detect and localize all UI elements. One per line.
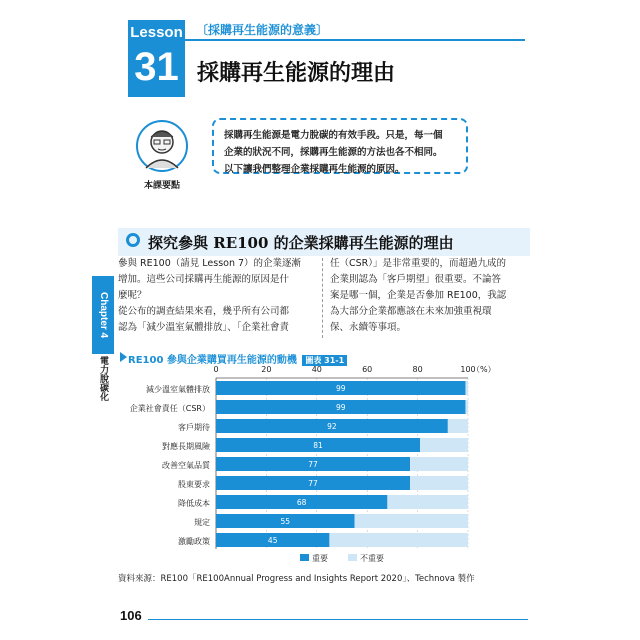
- bubble-line: 以下讓我們整理企業採購再生能源的原因。: [224, 164, 405, 175]
- section-title: 探究參與 RE100 的企業採購再生能源的理由: [148, 234, 454, 252]
- bar-not-important: [355, 514, 468, 528]
- x-tick-label: 60: [362, 365, 373, 374]
- x-tick-label: 40: [311, 365, 322, 374]
- body-line: 麼呢？: [118, 290, 147, 301]
- body-line: 認為「減少溫室氣體排放」、「企業社會責: [118, 322, 290, 333]
- bar-not-important: [410, 457, 468, 471]
- body-line: 案是哪一個，企業是否參加 RE100，我認: [330, 290, 507, 301]
- title-divider: [185, 39, 525, 41]
- chapter-name: 電力脫碳化: [98, 356, 108, 401]
- body-line: 參與 RE100（請見 Lesson 7）的企業逐漸: [118, 258, 302, 269]
- circle-icon: [126, 233, 140, 247]
- chapter-tab-label: Chapter 4: [98, 291, 109, 339]
- bar-value-label: 68: [296, 498, 307, 507]
- legend-swatch: [300, 554, 309, 561]
- category-label: 規定: [194, 518, 210, 527]
- column-divider: [322, 258, 323, 338]
- bar-not-important: [465, 400, 468, 414]
- triangle-marker-icon: [120, 352, 127, 362]
- bar-not-important: [387, 495, 468, 509]
- source-note: 資料來源：RE100「RE100Annual Progress and Insights Report 2020」、Technova 製作: [118, 574, 475, 584]
- bar-value-label: 77: [308, 479, 318, 488]
- category-label: 激勵政策: [178, 537, 210, 546]
- bubble-line: 採購再生能源是電力脫碳的有效手段。只是，每一個: [224, 130, 443, 141]
- legend-swatch: [348, 554, 357, 561]
- bar-value-label: 99: [335, 384, 346, 393]
- category-label: 減少溫室氣體排放: [146, 385, 210, 394]
- page-title: 採購再生能源的理由: [197, 60, 396, 86]
- bar-value-label: 92: [327, 422, 337, 431]
- category-label: 企業社會責任（CSR）: [129, 404, 210, 413]
- bar-value-label: 45: [267, 536, 278, 545]
- x-unit-label: （%）: [472, 365, 496, 374]
- lesson-label: Lesson: [130, 24, 183, 41]
- category-label: 改善空氣品質: [162, 461, 210, 470]
- chart-figure-tag: 圖表 31-1: [302, 355, 347, 366]
- legend-label: 重要: [312, 554, 328, 563]
- x-tick-label: 0: [213, 365, 219, 374]
- category-label: 降低成本: [178, 499, 210, 508]
- bubble-line: 企業的狀況不同，採購再生能源的方法也各不相同。: [224, 147, 443, 158]
- bar-value-label: 81: [313, 441, 323, 450]
- body-line: 保、永續等事項。: [330, 322, 407, 333]
- lesson-badge: [128, 20, 185, 97]
- key-point-bubble: [212, 118, 468, 174]
- x-tick-label: 80: [412, 365, 423, 374]
- bar-not-important: [420, 438, 468, 452]
- bar-value-label: 99: [335, 403, 346, 412]
- category-label: 對應長期風險: [162, 442, 210, 451]
- person-icon: [138, 122, 186, 170]
- stacked-bar-chart: [110, 362, 510, 567]
- bar-not-important: [448, 419, 468, 433]
- bar-not-important: [410, 476, 468, 490]
- legend-label: 不重要: [360, 554, 384, 563]
- body-column-right: [330, 256, 530, 336]
- bar-value-label: 77: [308, 460, 318, 469]
- body-column-left: [118, 256, 318, 336]
- chart-caption-text: RE100 參與企業購買再生能源的動機: [128, 355, 297, 366]
- bar-not-important: [329, 533, 468, 547]
- body-line: 增加。這些公司採購再生能源的原因是什: [118, 274, 290, 285]
- category-label: 客戶期待: [178, 423, 210, 432]
- avatar-caption: 本課要點: [143, 181, 180, 191]
- x-tick-label: 100: [460, 365, 476, 374]
- bar-value-label: 55: [280, 517, 291, 526]
- body-line: 企業則認為「客戶期望」很重要。不論答: [330, 274, 502, 285]
- x-tick-label: 20: [261, 365, 272, 374]
- page-number: 106: [120, 608, 142, 623]
- lesson-number: 31: [134, 45, 179, 89]
- body-line: 任（CSR）」是非常重要的，而超過九成的: [330, 258, 507, 269]
- category-label: 股東要求: [178, 480, 210, 489]
- author-avatar: [136, 120, 188, 172]
- body-line: 從公布的調查結果來看，幾乎所有公司都: [118, 306, 290, 317]
- body-line: 為大部分企業都應該在未來加強重視環: [330, 306, 492, 317]
- footer-line: [148, 619, 528, 620]
- lesson-subtitle: 〔採購再生能源的意義〕: [196, 23, 329, 37]
- bar-not-important: [465, 381, 468, 395]
